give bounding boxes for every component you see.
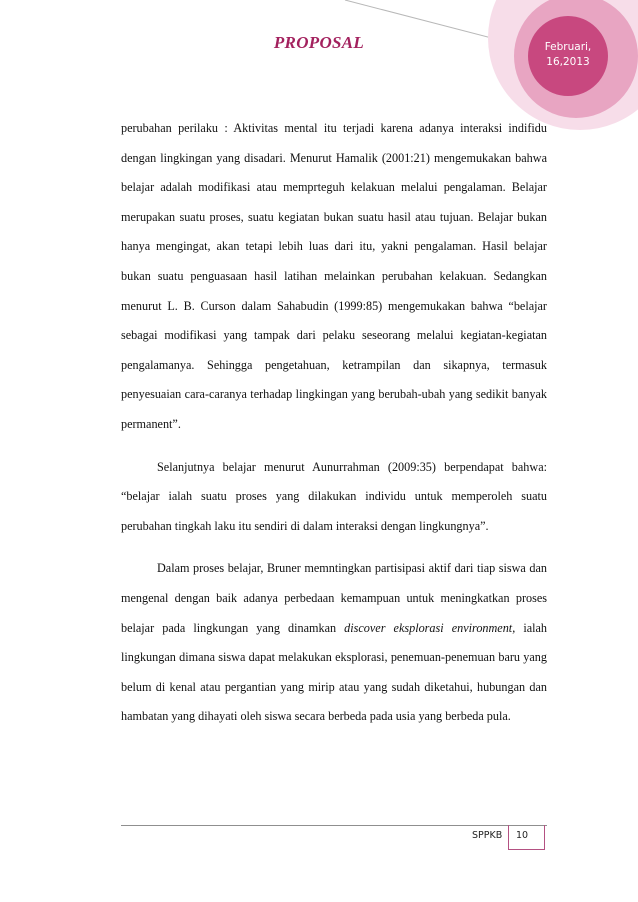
paragraph-2: Selanjutnya belajar menurut Aunurrahman (2009:35) berpendapat bahwa: “belajar ialah suatu proses yang dilakukan individu untuk memperoleh suatu perubahan tingkah laku itu sendiri di dalam interaksi dengan lingkungnya”. — [121, 459, 547, 533]
date-line-1: Februari, — [544, 41, 592, 53]
paragraph-3-text-start: Dalam proses belajar, Bruner memntingkan partisipasi aktif dari tiap siswa dan mengenal dengan baik adanya perbedaan kemampuan untuk meningkatkan proses belajar pada lingkungan yang dinamkan — [121, 561, 547, 635]
footer-label: SPPKB — [472, 830, 503, 841]
footer-divider — [121, 825, 547, 826]
page-number: 10 — [508, 825, 545, 850]
paragraph-3-italic-term: discover eksplorasi environment, — [344, 620, 516, 635]
paragraph-3-text-end: ialah lingkungan dimana siswa dapat melakukan eksplorasi, penemuan-penemuan baru yang belum di kenal atau pergantian yang mirip atau yang sudah diketahui, hubungan dan hambatan yang dihayati oleh siswa secara berbeda pada usia yang berbeda pula. — [121, 620, 548, 724]
date-badge — [528, 40, 608, 70]
paragraph-3 — [121, 554, 547, 732]
paragraph-1: perubahan perilaku : Aktivitas mental itu terjadi karena adanya interaksi indifidu dengan lingkingan yang disadari. Menurut Hamalik (2001:21) mengemukakan bahwa belajar adalah modifikasi atau memprteguh kelakuan melalui pengalaman. Belajar merupakan suatu proses, suatu kegiatan bukan suatu hasil atau tujuan. Belajar bukan hanya mengingat, akan tetapi lebih luas dari itu, yakni pengalaman. Hasil belajar bukan suatu penguasaan hasil latihan melainkan perubahan kelakuan. Sedangkan menurut L. B. Curson dalam Sahabudin (1999:85) mengemukakan bahwa “belajar sebagai modifikasi yang tampak dari pelaku seseorang melalui kegiatan-kegiatan pengalamanya. Sehingga pengetahuan, ketrampilan dan sikapnya, termasuk penyesuaian cara-caranya terhadap lingkingan yang berubah-ubah yang sedikit banyak permanent”. — [121, 121, 547, 431]
body-text — [121, 114, 547, 732]
date-line-2: 16,2013 — [546, 56, 590, 68]
page-header-title: PROPOSAL — [273, 33, 365, 52]
